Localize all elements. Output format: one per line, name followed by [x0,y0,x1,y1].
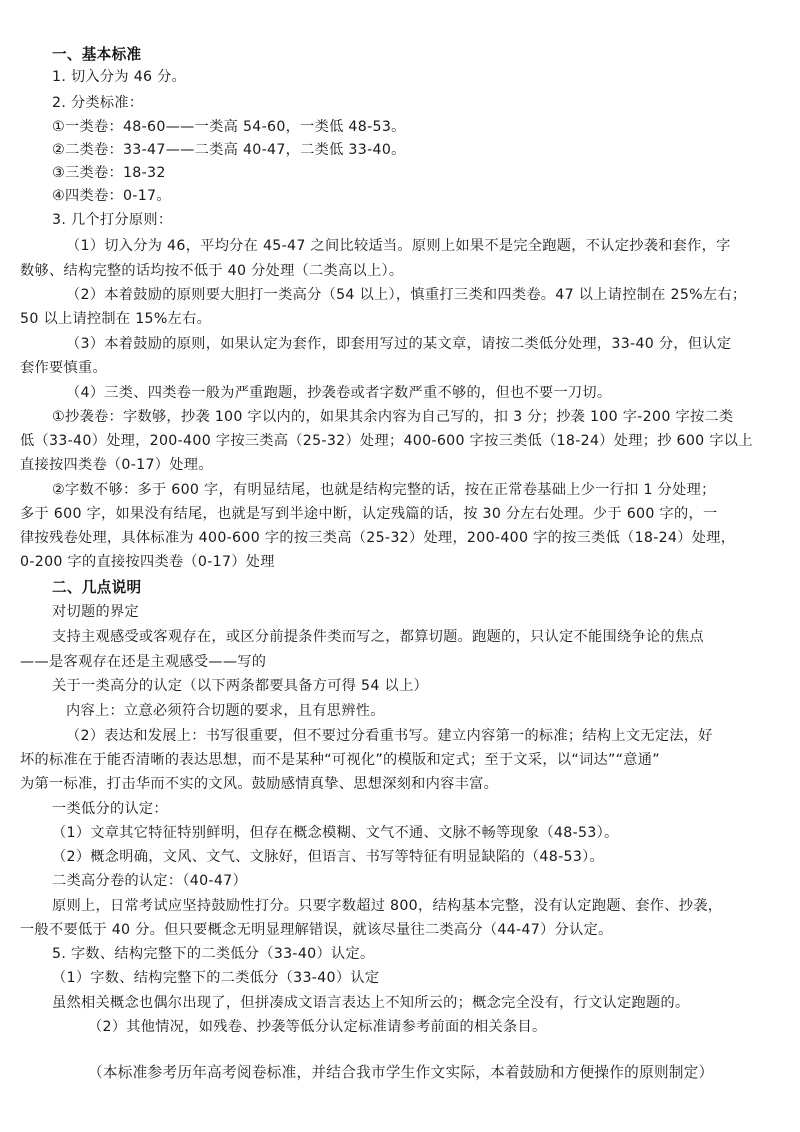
principle3-line2: 套作要慎重。 [20,360,107,376]
on-topic-line1: 支持主观感受或客观存在，或区分前提条件类而写之，都算切题。跑题的，只认定不能围绕争论的焦点 [52,629,704,645]
class1-low-heading: 一类低分的认定： [52,801,168,817]
class2-low-heading: 5. 字数、结构完整下的二类低分（33-40）认定。 [52,946,375,962]
class3-line: ③三类卷：18-32 [52,165,166,181]
class2-low-detail: 虽然相关概念也偶尔出现了，但拼凑成文语言表达上不知所云的；概念完全没有，行文认定跑题的。 [52,995,690,1011]
word-count-line4: 0-200 字的直接按四类卷（0-17）处理 [20,554,275,570]
class2-low-item1: （1）字数、结构完整下的二类低分（33-40）认定 [52,970,380,986]
class2-high-line1: 原则上，日常考试应坚持鼓励性打分。只要字数超过 800，结构基本完整，没有认定跑题、套作、抄袭， [52,898,723,914]
principle2-line2: 50 以上请控制在 15%左右。 [20,311,212,327]
plagiarism-line2: 低（33-40）处理，200-400 字按三类高（25-32）处理；400-600 字按三类低（18-24）处理；抄 600 字以上 [20,433,753,449]
class2-low-item2: （2）其他情况，如残卷、抄袭等低分认定标准请参考前面的相关条目。 [88,1019,547,1035]
class2-high-line2: 一般不要低于 40 分。但只要概念无明显理解错误，就该尽量往二类高分（44-47）分认定。 [20,922,613,938]
expression-line3: 为第一标准，打击华而不实的文风。鼓励感情真挚、思想深刻和内容丰富。 [20,776,499,792]
principle1-line2: 数够、结构完整的话均按不低于 40 分处理（二类高以上）。 [20,263,404,279]
on-topic-line2: ——是客观存在还是主观感受——写的 [20,654,267,670]
footer-note: （本标准参考历年高考阅卷标准，并结合我市学生作文实际，本着鼓励和方便操作的原则制定） [88,1064,714,1081]
principle1-line1: （1）切入分为 46，平均分在 45-47 之间比较适当。原则上如果不是完全跑题，不认定抄袭和套作，字 [66,238,731,254]
class2-line: ②二类卷：33-47——二类高 40-47，二类低 33-40。 [52,142,406,158]
section1-heading: 一、基本标准 [52,46,142,63]
class2-high-heading: 二类高分卷的认定：（40-47） [52,873,247,889]
class1-high-criteria: 关于一类高分的认定（以下两条都要具备方可得 54 以上） [52,678,428,694]
principle2-line1: （2）本着鼓励的原则要大胆打一类高分（54 以上），慎重打三类和四类卷。47 以上请控制在 25%左右； [66,287,747,303]
class1-low-item2: （2）概念明确，文风、文气、文脉好，但语言、书写等特征有明显缺陷的（48-53）。 [52,849,605,865]
word-count-line3: 律按残卷处理，具体标准为 400-600 字的按三类高（25-32）处理，200-400 字的按三类低（18-24）处理， [20,530,736,546]
item-classification: 2. 分类标准： [52,95,144,111]
expression-line1: （2）表达和发展上：书写很重要，但不要过分看重书写。建立内容第一的标准；结构上文无定法，好 [66,728,713,744]
class4-line: ④四类卷：0-17。 [52,188,171,204]
on-topic-definition: 对切题的界定 [52,604,139,620]
principle4-line1: （4）三类、四类卷一般为严重跑题，抄袭卷或者字数严重不够的，但也不要一刀切。 [66,385,612,401]
word-count-line1: ②字数不够：多于 600 字，有明显结尾，也就是结构完整的话，按在正常卷基础上少一行扣 1 分处理； [52,482,716,498]
expression-line2: 坏的标准在于能否清晰的表达思想，而不是某种“可视化”的模版和定式；至于文采，以“词达”“意通” [20,752,660,768]
section2-heading: 二、几点说明 [52,579,142,596]
word-count-line2: 多于 600 字，如果没有结尾，也就是写到半途中断，认定残篇的话，按 30 分左右处理。少于 600 字的，一 [20,506,718,522]
plagiarism-line1: ①抄袭卷：字数够，抄袭 100 字以内的，如果其余内容为自己写的，扣 3 分；抄袭 100 字-200 字按二类 [52,409,734,425]
class1-low-item1: （1）文章其它特征特别鲜明，但存在概念模糊、文气不通、文脉不畅等现象（48-53）。 [52,825,619,841]
item-principles: 3. 几个打分原则： [52,212,173,228]
plagiarism-line3: 直接按四类卷（0-17）处理。 [20,457,213,473]
class1-line: ①一类卷：48-60——一类高 54-60，一类低 48-53。 [52,119,406,135]
principle3-line1: （3）本着鼓励的原则，如果认定为套作，即套用写过的某文章，请按二类低分处理，33-40 分，但认定 [66,336,732,352]
item-cut-in-score: 1. 切入分为 46 分。 [52,69,187,85]
content-criteria: 内容上：立意必须符合切题的要求，且有思辨性。 [66,703,385,719]
